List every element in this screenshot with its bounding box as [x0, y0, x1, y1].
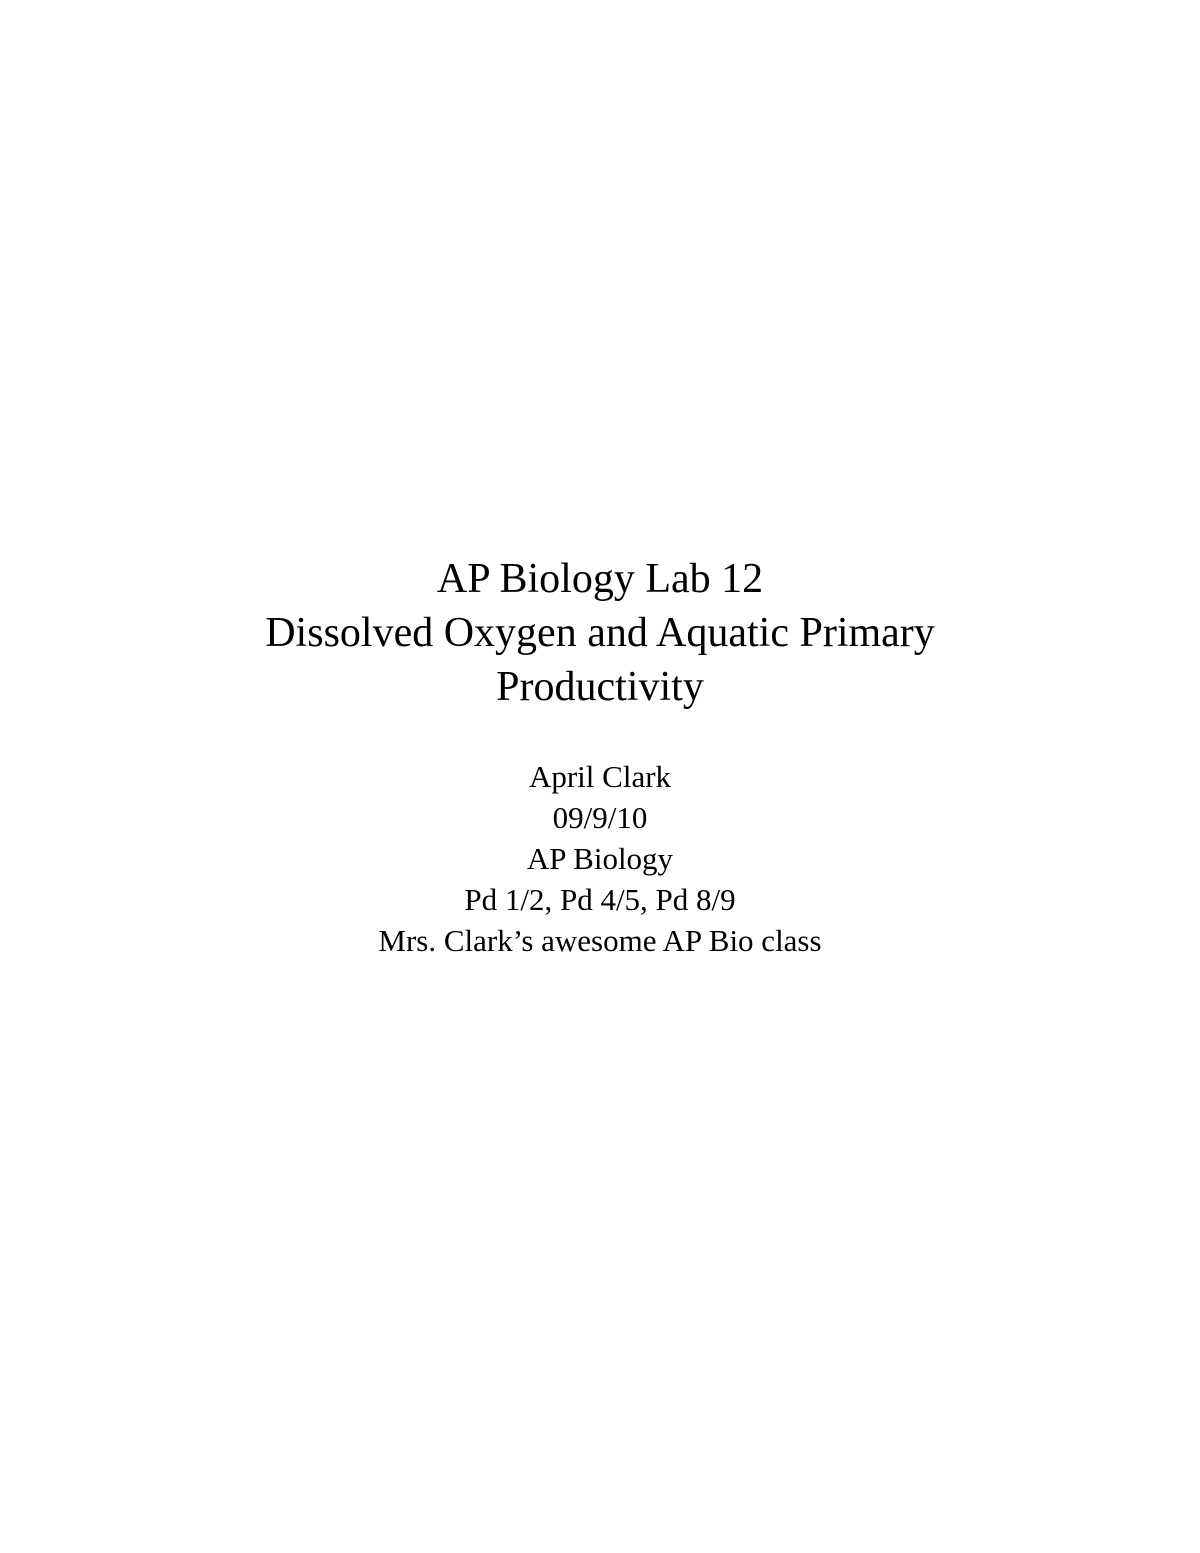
- title-line-1: AP Biology Lab 12: [436, 556, 764, 602]
- title-line-2: Dissolved Oxygen and Aquatic Primary: [265, 610, 935, 656]
- author-info-block: [0, 756, 1200, 961]
- title-block: [0, 552, 1200, 714]
- class-periods: Pd 1/2, Pd 4/5, Pd 8/9: [464, 882, 736, 917]
- title-line-3: Productivity: [496, 664, 704, 710]
- date: 09/9/10: [552, 800, 648, 835]
- course-name: AP Biology: [526, 841, 674, 876]
- class-note: Mrs. Clark’s awesome AP Bio class: [378, 923, 822, 958]
- author-name: April Clark: [528, 759, 672, 794]
